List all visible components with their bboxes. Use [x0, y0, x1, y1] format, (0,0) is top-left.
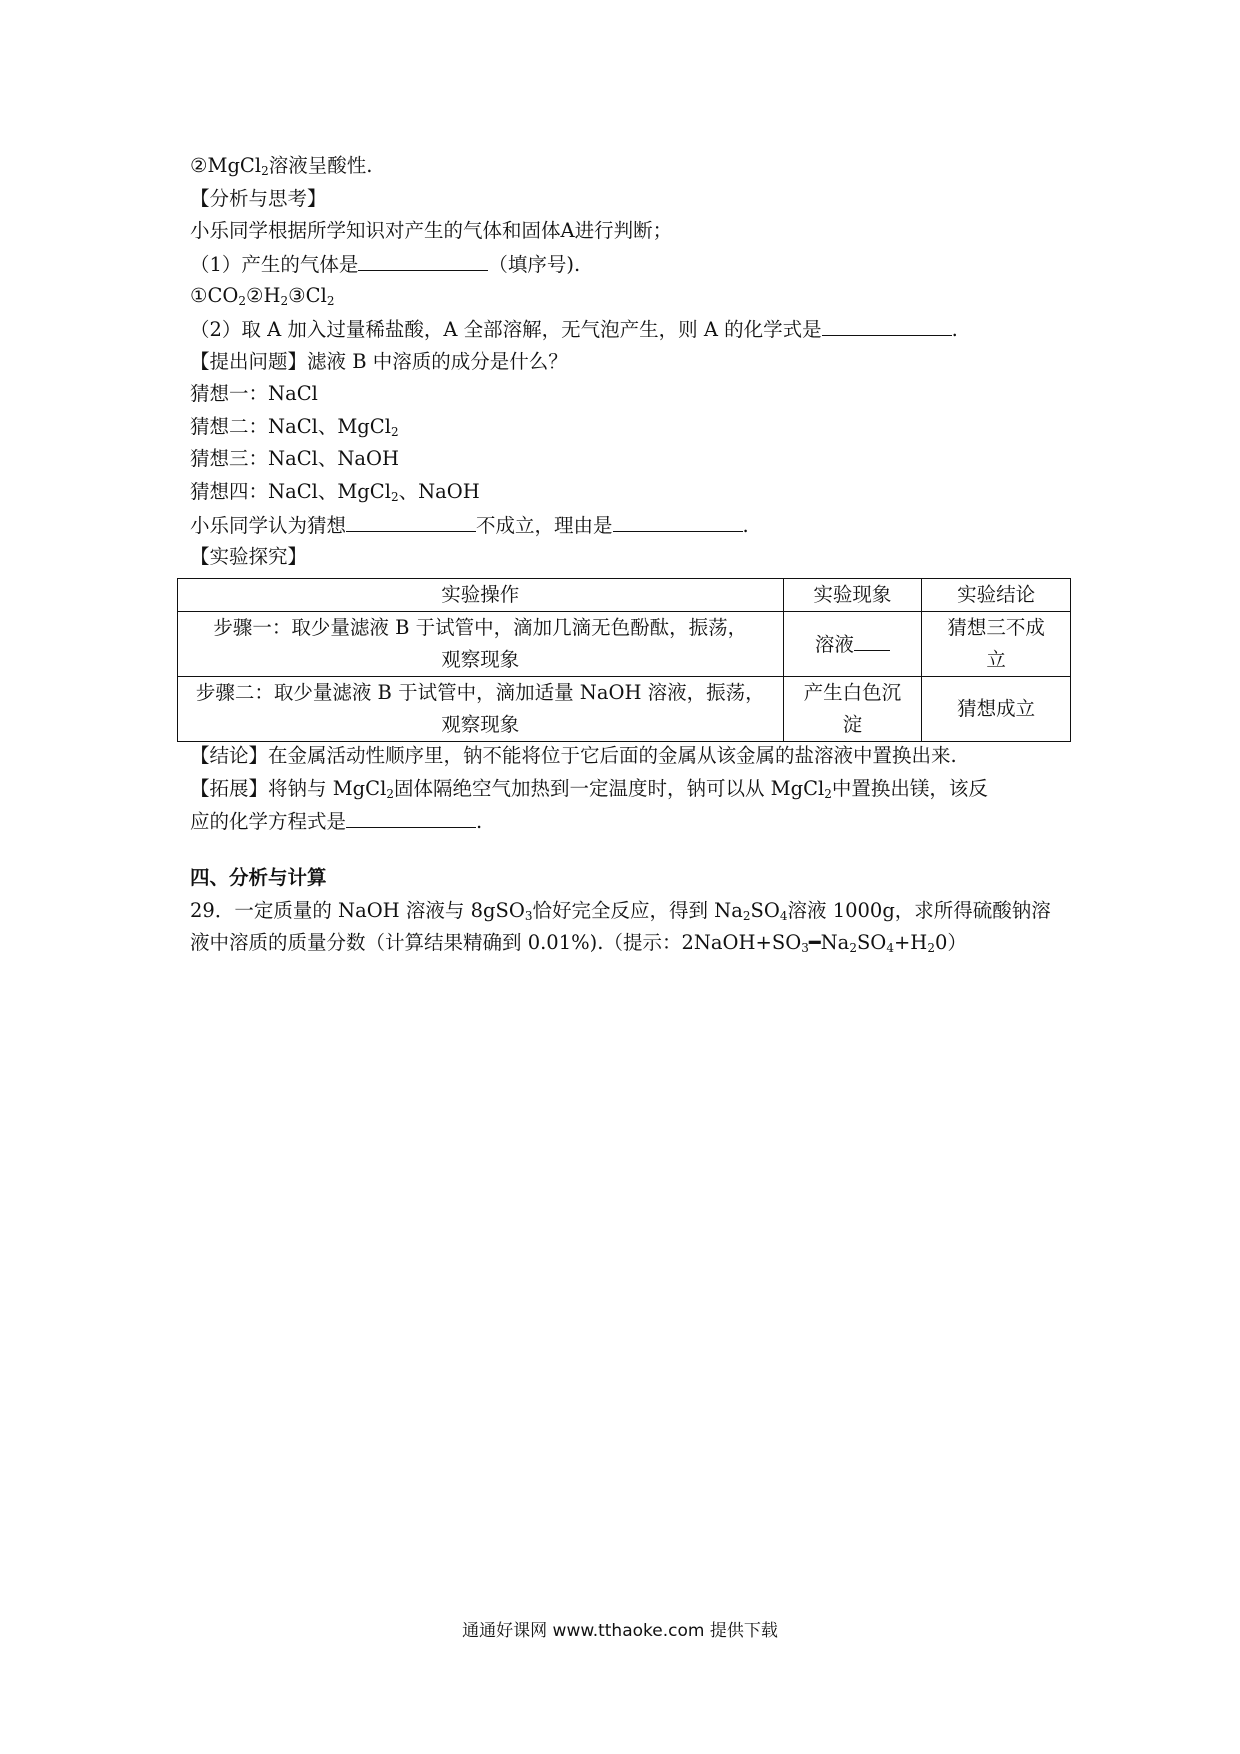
extension-equation: 应的化学方程式是 . [190, 805, 1070, 838]
heading-problem: 【提出问题】滤液 B 中溶质的成分是什么？ [190, 349, 568, 373]
line-mgcl2-acidic: ②MgCl$_2$溶液呈酸性. [190, 154, 373, 178]
question-1: （1）产生的气体是 （填序号). [190, 248, 1070, 281]
step-2-operation: 步骤二：取少量滤液 B 于试管中，滴加适量 NaOH 溶液，振荡， 观察现象 [178, 677, 784, 742]
heading-experiment: 【实验探究】 [190, 545, 308, 569]
answer-blank-equation[interactable] [346, 805, 476, 828]
step-1-phenomenon: 溶液 [783, 612, 922, 677]
calculation-section [190, 862, 1070, 960]
question-2: （2）取 A 加入过量稀盐酸，A 全部溶解，无气泡产生，则 A 的化学式是 . [190, 313, 1070, 346]
step-1-operation: 步骤一：取少量滤液 B 于试管中，滴加几滴无色酚酞，振荡， 观察现象 [178, 612, 784, 677]
guess-3: 猜想三：NaCl、NaOH [190, 447, 400, 471]
table-header-row [178, 579, 1071, 612]
table-row [178, 612, 1071, 677]
question-29-line-2: 液中溶质的质量分数（计算结果精确到 0.01%).（提示：$2NaOH+SO_3━Na_2SO_4+H_20$） [190, 931, 967, 956]
step-2-conclusion: 猜想成立 [922, 677, 1071, 742]
guess-reason: 小乐同学认为猜想 不成立，理由是 . [190, 509, 1070, 542]
page-footer: 通通好课网 www.tthaoke.com 提供下载 [462, 1621, 778, 1641]
header-conclusion: 实验结论 [922, 579, 1071, 612]
guess-2: 猜想二：NaCl、MgCl$_2$ [190, 414, 399, 439]
guess-1: 猜想一：NaCl [190, 382, 318, 406]
table-row [178, 677, 1071, 742]
gas-options: $①CO_2②H_2③Cl_2$ [190, 284, 335, 309]
heading-analysis: 【分析与思考】 [190, 186, 327, 210]
question-29-line-1: 29．一定质量的 NaOH 溶液与 8gSO$_3$恰好完全反应，得到 $Na_2SO_4$溶液 1000g，求所得硫酸钠溶 [190, 898, 1051, 923]
extension-line: 【拓展】将钠与 MgCl$_2$固体隔绝空气加热到一定温度时，钠可以从 MgCl$_2$中置换出镁，该反 [190, 776, 988, 801]
answer-blank-formula[interactable] [822, 313, 952, 336]
section-heading: 四、分析与计算 [190, 866, 327, 889]
header-operation: 实验操作 [178, 579, 784, 612]
document-page [190, 150, 1070, 956]
conclusion-block [190, 740, 1070, 838]
guess-4: 猜想四：NaCl、MgCl$_2$、NaOH [190, 479, 480, 504]
step-2-phenomenon: 产生白色沉 淀 [783, 677, 922, 742]
experiment-table [177, 578, 1071, 742]
answer-blank-gas[interactable] [358, 248, 488, 271]
answer-blank-phenomenon[interactable] [854, 628, 890, 651]
conclusion-line: 【结论】在金属活动性顺序里，钠不能将位于它后面的金属从该金属的盐溶液中置换出来. [190, 744, 957, 767]
line-judgement: 小乐同学根据所学知识对产生的气体和固体A进行判断； [190, 219, 673, 243]
answer-blank-guess[interactable] [346, 509, 476, 532]
step-1-conclusion: 猜想三不成 立 [922, 612, 1071, 677]
header-phenomenon: 实验现象 [783, 579, 922, 612]
answer-blank-reason[interactable] [613, 509, 743, 532]
